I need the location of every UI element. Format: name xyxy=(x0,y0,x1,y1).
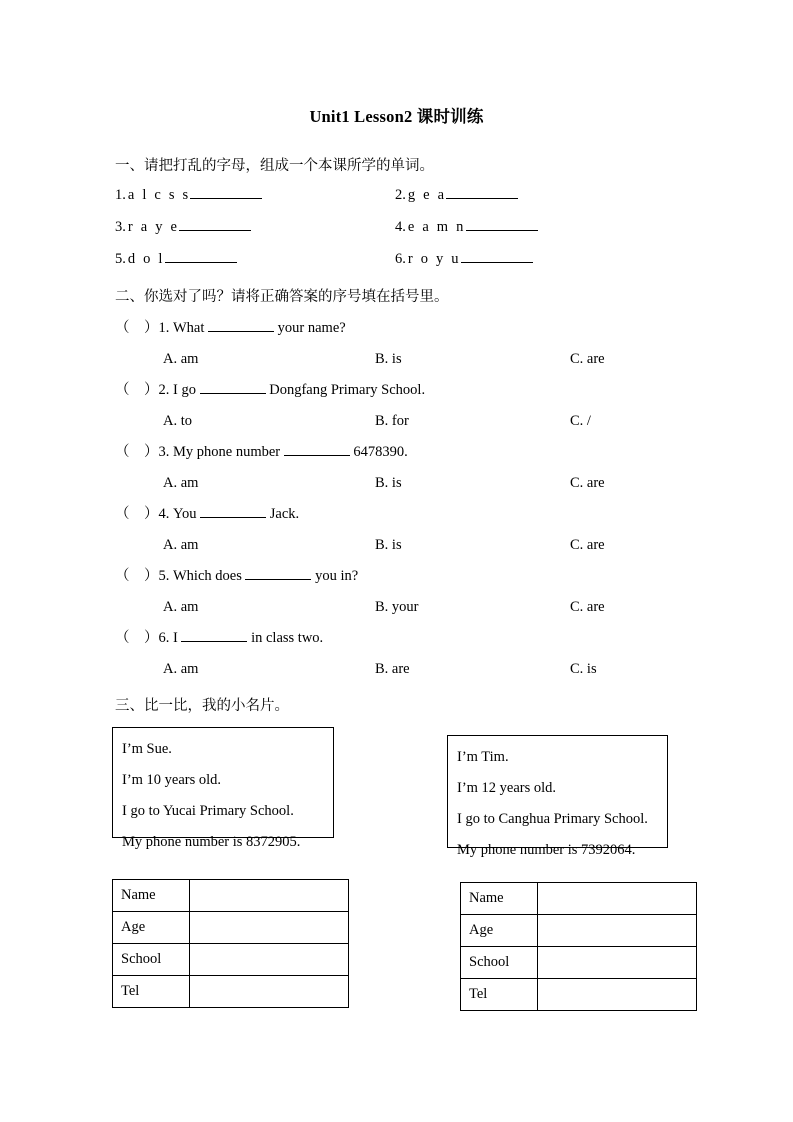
answer-blank[interactable] xyxy=(165,250,237,263)
scramble-item-number: 3. xyxy=(115,218,126,235)
row-value-name[interactable] xyxy=(538,883,697,915)
option-b[interactable]: B. is xyxy=(375,351,402,367)
card-line: I’m 12 years old. xyxy=(457,780,557,796)
question-text-before: What xyxy=(173,320,205,336)
question-text-before: I xyxy=(173,630,178,646)
answer-blank[interactable] xyxy=(446,186,518,199)
answer-blank[interactable] xyxy=(200,381,266,394)
question-number: 6. xyxy=(158,630,170,646)
scramble-item-letters: a l c s s xyxy=(127,186,191,203)
multiple-choice-list xyxy=(115,318,695,690)
option-c[interactable]: C. are xyxy=(570,537,605,553)
info-table-sue xyxy=(112,879,349,1008)
question-number: 1. xyxy=(158,320,170,336)
question-text-before: My phone number xyxy=(173,444,281,460)
name-card-tim-lines xyxy=(457,742,717,866)
row-label-tel: Tel xyxy=(113,976,190,1008)
scramble-item-2 xyxy=(395,186,675,204)
scramble-row xyxy=(115,250,675,282)
mcq-question-1 xyxy=(115,318,695,349)
answer-bracket[interactable]: （ ） xyxy=(115,320,159,336)
scramble-item-number: 6. xyxy=(395,250,406,267)
scramble-item-number: 5. xyxy=(115,250,126,267)
mcq-question-4 xyxy=(115,504,695,535)
row-value-school[interactable] xyxy=(538,947,697,979)
scramble-item-3 xyxy=(115,218,395,236)
table-row xyxy=(461,915,697,947)
option-a[interactable]: A. am xyxy=(163,475,199,491)
mcq-options-4 xyxy=(115,535,695,566)
question-number: 4. xyxy=(158,506,170,522)
question-number: 2. xyxy=(158,382,170,398)
option-c[interactable]: C. / xyxy=(570,413,591,429)
answer-blank[interactable] xyxy=(190,186,262,199)
row-label-name: Name xyxy=(113,880,190,912)
scramble-row xyxy=(115,218,675,250)
row-value-age[interactable] xyxy=(190,912,349,944)
option-b[interactable]: B. is xyxy=(375,537,402,553)
row-label-school: School xyxy=(113,944,190,976)
card-line: My phone number is 7392064. xyxy=(457,842,636,858)
answer-blank[interactable] xyxy=(461,250,533,263)
option-a[interactable]: A. am xyxy=(163,661,199,677)
section-2-heading: 二、你选对了吗？请将正确答案的序号填在括号里。 xyxy=(115,289,449,305)
mcq-question-3 xyxy=(115,442,695,473)
option-c[interactable]: C. are xyxy=(570,475,605,491)
section-3-heading: 三、比一比，我的小名片。 xyxy=(115,698,289,714)
question-number: 5. xyxy=(158,568,170,584)
name-card-tim xyxy=(447,735,668,858)
scramble-item-6 xyxy=(395,250,675,268)
question-number: 3. xyxy=(158,444,170,460)
scramble-item-letters: r a y e xyxy=(127,218,180,235)
option-b[interactable]: B. is xyxy=(375,475,402,491)
answer-blank[interactable] xyxy=(181,629,247,642)
name-card-sue-lines xyxy=(122,734,382,858)
row-value-age[interactable] xyxy=(538,915,697,947)
option-c[interactable]: C. are xyxy=(570,351,605,367)
mcq-question-5 xyxy=(115,566,695,597)
mcq-options-5 xyxy=(115,597,695,628)
answer-bracket[interactable]: （ ） xyxy=(115,444,159,460)
mcq-question-6 xyxy=(115,628,695,659)
row-label-tel: Tel xyxy=(461,979,538,1011)
scramble-item-number: 4. xyxy=(395,218,406,235)
card-line: I’m 10 years old. xyxy=(122,772,222,788)
card-line: I go to Yucai Primary School. xyxy=(122,803,294,819)
row-label-name: Name xyxy=(461,883,538,915)
question-text-after: your name? xyxy=(277,320,346,336)
answer-blank[interactable] xyxy=(466,218,538,231)
card-line: I’m Tim. xyxy=(457,749,509,765)
answer-bracket[interactable]: （ ） xyxy=(115,382,159,398)
card-line: My phone number is 8372905. xyxy=(122,834,301,850)
option-b[interactable]: B. for xyxy=(375,413,409,429)
answer-blank[interactable] xyxy=(208,319,274,332)
row-label-age: Age xyxy=(461,915,538,947)
scramble-exercise-list xyxy=(115,186,675,282)
answer-bracket[interactable]: （ ） xyxy=(115,506,159,522)
row-value-name[interactable] xyxy=(190,880,349,912)
table-row xyxy=(461,883,697,915)
option-c[interactable]: C. is xyxy=(570,661,597,677)
scramble-item-number: 1. xyxy=(115,186,126,203)
question-text-after: Jack. xyxy=(269,506,300,522)
option-a[interactable]: A. to xyxy=(163,413,192,429)
mcq-options-2 xyxy=(115,411,695,442)
row-value-school[interactable] xyxy=(190,944,349,976)
row-value-tel[interactable] xyxy=(538,979,697,1011)
table-row xyxy=(113,976,349,1008)
scramble-item-letters: e a m n xyxy=(407,218,466,235)
scramble-item-letters: g e a xyxy=(407,186,447,203)
mcq-question-2 xyxy=(115,380,695,411)
question-text-after: 6478390. xyxy=(353,444,408,460)
answer-blank[interactable] xyxy=(179,218,251,231)
table-row xyxy=(113,880,349,912)
mcq-options-3 xyxy=(115,473,695,504)
question-text-before: I go xyxy=(173,382,196,398)
scramble-item-letters: d o l xyxy=(127,250,165,267)
page-title: Unit1 Lesson2 课时训练 xyxy=(309,107,484,126)
scramble-item-5 xyxy=(115,250,395,268)
scramble-item-4 xyxy=(395,218,675,236)
scramble-item-1 xyxy=(115,186,395,204)
section-1-heading: 一、请把打乱的字母，组成一个本课所学的单词。 xyxy=(115,158,434,174)
scramble-item-number: 2. xyxy=(395,186,406,203)
answer-blank[interactable] xyxy=(200,505,266,518)
question-text-after: you in? xyxy=(315,568,359,584)
table-row xyxy=(113,912,349,944)
row-label-age: Age xyxy=(113,912,190,944)
answer-bracket[interactable]: （ ） xyxy=(115,568,159,584)
option-b[interactable]: B. your xyxy=(375,599,419,615)
name-card-sue xyxy=(112,727,334,850)
row-label-school: School xyxy=(461,947,538,979)
card-line: I go to Canghua Primary School. xyxy=(457,811,648,827)
answer-bracket[interactable]: （ ） xyxy=(115,630,159,646)
table-row xyxy=(113,944,349,976)
question-text-before: Which does xyxy=(173,568,242,584)
option-a[interactable]: A. am xyxy=(163,537,199,553)
answer-blank[interactable] xyxy=(245,567,311,580)
table-row xyxy=(461,979,697,1011)
mcq-options-6 xyxy=(115,659,695,690)
table-row xyxy=(461,947,697,979)
row-value-tel[interactable] xyxy=(190,976,349,1008)
question-text-after: Dongfang Primary School. xyxy=(269,382,426,398)
question-text-before: You xyxy=(173,506,197,522)
option-c[interactable]: C. are xyxy=(570,599,605,615)
mcq-options-1 xyxy=(115,349,695,380)
card-line: I’m Sue. xyxy=(122,741,172,757)
scramble-item-letters: r o y u xyxy=(407,250,461,267)
scramble-row xyxy=(115,186,675,218)
info-table-tim xyxy=(460,882,697,1011)
option-a[interactable]: A. am xyxy=(163,351,199,367)
question-text-after: in class two. xyxy=(251,630,324,646)
option-b[interactable]: B. are xyxy=(375,661,410,677)
answer-blank[interactable] xyxy=(284,443,350,456)
option-a[interactable]: A. am xyxy=(163,599,199,615)
